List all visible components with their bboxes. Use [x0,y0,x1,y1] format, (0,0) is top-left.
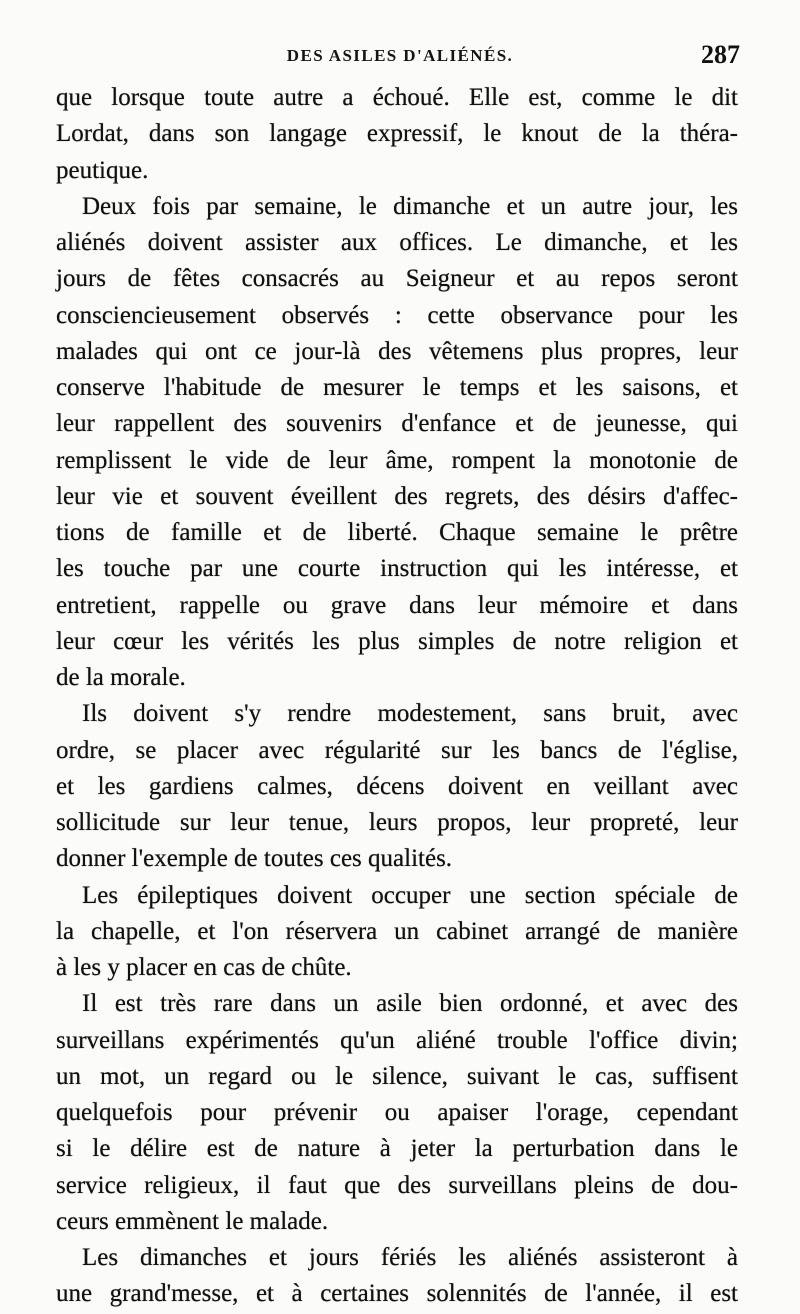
text-line: donner l'exemple de toutes ces qualités. [56,845,453,873]
text-line: Les dimanches et jours fériés les aliénés assisteront à [82,1244,738,1271]
text-line: peutique. [56,156,149,184]
text-line: remplissent le vide de leur âme, rompent la monotonie de [56,446,738,474]
text-line: surveillans expérimentés qu'un aliéné trouble l'office divin; [56,1026,738,1054]
text-line: jours de fêtes consacrés au Seigneur et au repos seront [56,265,738,293]
page-number: 287 [701,40,740,69]
text-line: service religieux, il faut que des surveillans pleins de dou- [56,1171,738,1199]
text-line: un mot, un regard ou le silence, suivant le cas, suffisent [56,1062,738,1090]
text-line: Lordat, dans son langage expressif, le knout de la théra- [56,120,738,148]
text-line: Ils doivent s'y rendre modestement, sans bruit, avec [82,700,738,728]
text-line: leur vie et souvent éveillent des regrets, des désirs d'affec- [56,482,738,510]
text-line: entretient, rappelle ou grave dans leur mémoire et dans [56,591,738,619]
text-line: à les y placer en cas de chûte. [56,954,352,981]
text-line: de la morale. [56,664,186,691]
text-line: et les gardiens calmes, décens doivent en veillant avec [56,772,738,800]
text-line: ceurs emmènent le malade. [56,1207,329,1235]
text-line: les touche par une courte instruction qui les intéresse, et [56,555,738,583]
text-line: si le délire est de nature à jeter la perturbation dans le [56,1135,738,1163]
text-line: Deux fois par semaine, le dimanche et un autre jour, les [82,192,738,220]
text-line: malades qui ont ce jour-là des vêtemens plus propres, leur [56,337,738,365]
text-line: sollicitude sur leur tenue, leurs propos, leur propreté, leur [56,809,738,836]
text-line: tions de famille et de liberté. Chaque semaine le prêtre [56,519,738,546]
text-line: une grand'messe, et à certaines solennités de l'année, il est [56,1280,738,1308]
body-text [56,80,738,1313]
text-line: la chapelle, et l'on réservera un cabinet arrangé de manière [56,917,738,945]
page-header [60,40,740,80]
running-head: DES ASILES D'ALIÉNÉS. [286,46,514,65]
text-line: aliénés doivent assister aux offices. Le dimanche, et les [56,229,738,256]
text-line: consciencieusement observés : cette observance pour les [56,301,738,329]
text-line: Il est très rare dans un asile bien ordonné, et avec des [82,990,738,1018]
text-line: que lorsque toute autre a échoué. Elle est, comme le dit [56,84,738,111]
text-line: ordre, se placer avec régularité sur les bancs de l'église, [56,736,738,764]
text-line: conserve l'habitude de mesurer le temps et les saisons, et [56,374,738,401]
text-line: quelquefois pour prévenir ou apaiser l'orage, cependant [56,1099,738,1126]
text-line: Les épileptiques doivent occuper une section spéciale de [82,881,738,909]
text-line: leur rappellent des souvenirs d'enfance et de jeunesse, qui [56,410,738,438]
text-line: leur cœur les vérités les plus simples de notre religion et [56,627,738,655]
